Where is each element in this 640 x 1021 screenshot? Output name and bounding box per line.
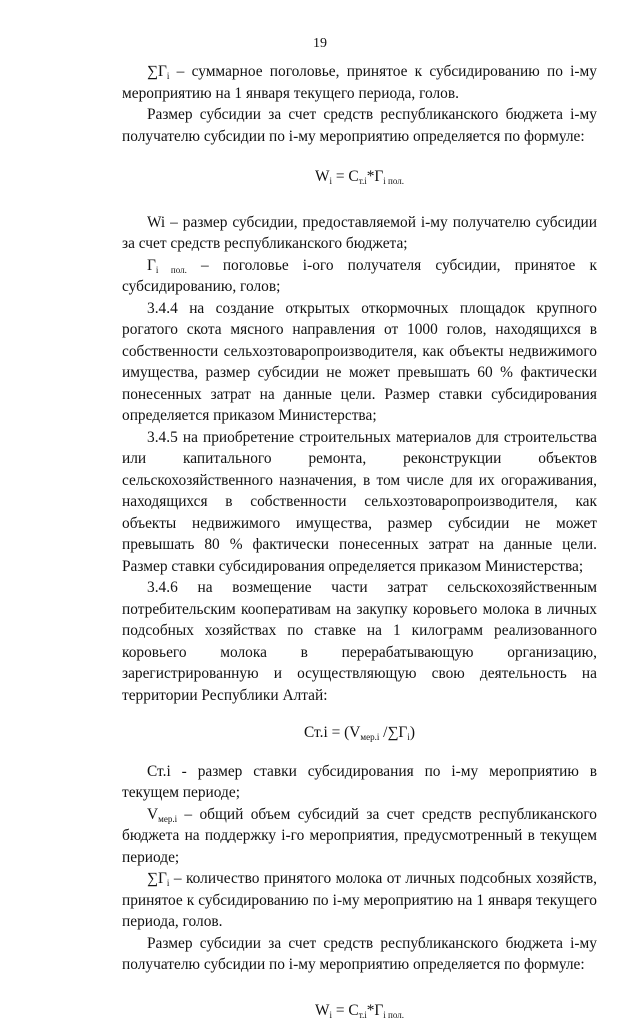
sum-symbol: ∑Г (147, 870, 167, 887)
paragraph-herd-definition (122, 255, 597, 298)
paragraph-3-4-4: 3.4.4 на создание открытых откормочных площадок крупного рогатого скота мясного направления от 1000 голов, находящихся в собственности сельхозтоваропроизводителя, как объекты недвижимого имущества, размер субсидии не может превышать 60 % фактически понесенных затрат на данные цели. Размер ставки субсидирования определяется приказом Министерства; (122, 298, 597, 427)
formula-w-1 (122, 166, 597, 188)
herd-symbol: Г (147, 257, 156, 274)
paragraph-text: – количество принятого молока от личных подсобных хозяйств, принятое к субсидированию по i-му мероприятию на 1 января текущего периода, голов. (122, 870, 597, 930)
formula-part: = С (332, 1002, 359, 1019)
formula-subscript: i (330, 1010, 333, 1020)
page-number: 19 (0, 33, 640, 55)
volume-symbol: V (147, 806, 158, 823)
formula-part: W (315, 168, 330, 185)
formula-part: Ст.i = (V (304, 724, 360, 741)
formula-subscript: i (330, 176, 333, 186)
formula-subscript: мер.i (360, 732, 379, 742)
document-body (122, 61, 597, 1021)
sum-symbol: ∑Г (147, 63, 167, 80)
formula-rate (122, 722, 597, 744)
formula-part: ) (410, 724, 415, 741)
formula-subscript: т.i (359, 176, 367, 186)
sum-subscript: i (167, 878, 170, 888)
paragraph-wi-definition: Wi – размер субсидии, предоставляемой i-му получателю субсидии за счет средств республиканского бюджета; (122, 212, 597, 255)
formula-subscript: i пол. (383, 176, 404, 186)
herd-subscript: i пол. (156, 265, 187, 275)
formula-subscript: i (407, 732, 410, 742)
volume-subscript: мер.i (158, 814, 177, 824)
paragraph-text: – поголовье i-ого получателя субсидии, принятое к субсидированию, голов; (122, 257, 597, 296)
sum-subscript: i (167, 71, 170, 81)
paragraph-3-4-6: 3.4.6 на возмещение части затрат сельскохозяйственным потребительским кооперативам на закупку коровьего молока в личных подсобных хозяйствах по ставке на 1 килограмм реализованного коровьего молока в перерабатывающую организацию, зарегистрированную и осуществляющую свою деятельность на территории Республики Алтай: (122, 577, 597, 706)
paragraph-sum-herd (122, 61, 597, 104)
paragraph-text: – суммарное поголовье, принятое к субсидированию по i-му мероприятию на 1 января текущего периода, голов. (122, 63, 597, 102)
paragraph-volume-definition (122, 804, 597, 869)
paragraph-subsidy-size: Размер субсидии за счет средств республиканского бюджета i-му получателю субсидии по i-му мероприятию определяется по формуле: (122, 104, 597, 147)
formula-part: *Г (367, 1002, 384, 1019)
paragraph-text: – общий объем субсидий за счет средств республиканского бюджета на поддержку i-го мероприятия, предусмотренный в текущем периоде; (122, 806, 597, 866)
paragraph-rate-definition: Ст.i - размер ставки субсидирования по i-му мероприятию в текущем периоде; (122, 761, 597, 804)
formula-part: W (315, 1002, 330, 1019)
formula-w-2 (122, 1000, 597, 1021)
paragraph-3-4-5: 3.4.5 на приобретение строительных материалов для строительства или капитального ремонта, реконструкции объектов сельскохозяйственного назначения, в том числе для их огораживания, находящихся в собственности сельхозтоваропроизводителя, как объекты недвижимого имущества, размер субсидии не может превышать 80 % фактически понесенных затрат на данные цели. Размер ставки субсидирования определяется приказом Министерства; (122, 427, 597, 578)
formula-subscript: т.i (359, 1010, 367, 1020)
formula-part: = С (332, 168, 359, 185)
formula-subscript: i пол. (383, 1010, 404, 1020)
paragraph-subsidy-size-2: Размер субсидии за счет средств республиканского бюджета i-му получателю субсидии по i-му мероприятию определяется по формуле: (122, 933, 597, 976)
formula-part: *Г (367, 168, 384, 185)
paragraph-milk-definition (122, 868, 597, 933)
formula-part: /∑Г (379, 724, 407, 741)
